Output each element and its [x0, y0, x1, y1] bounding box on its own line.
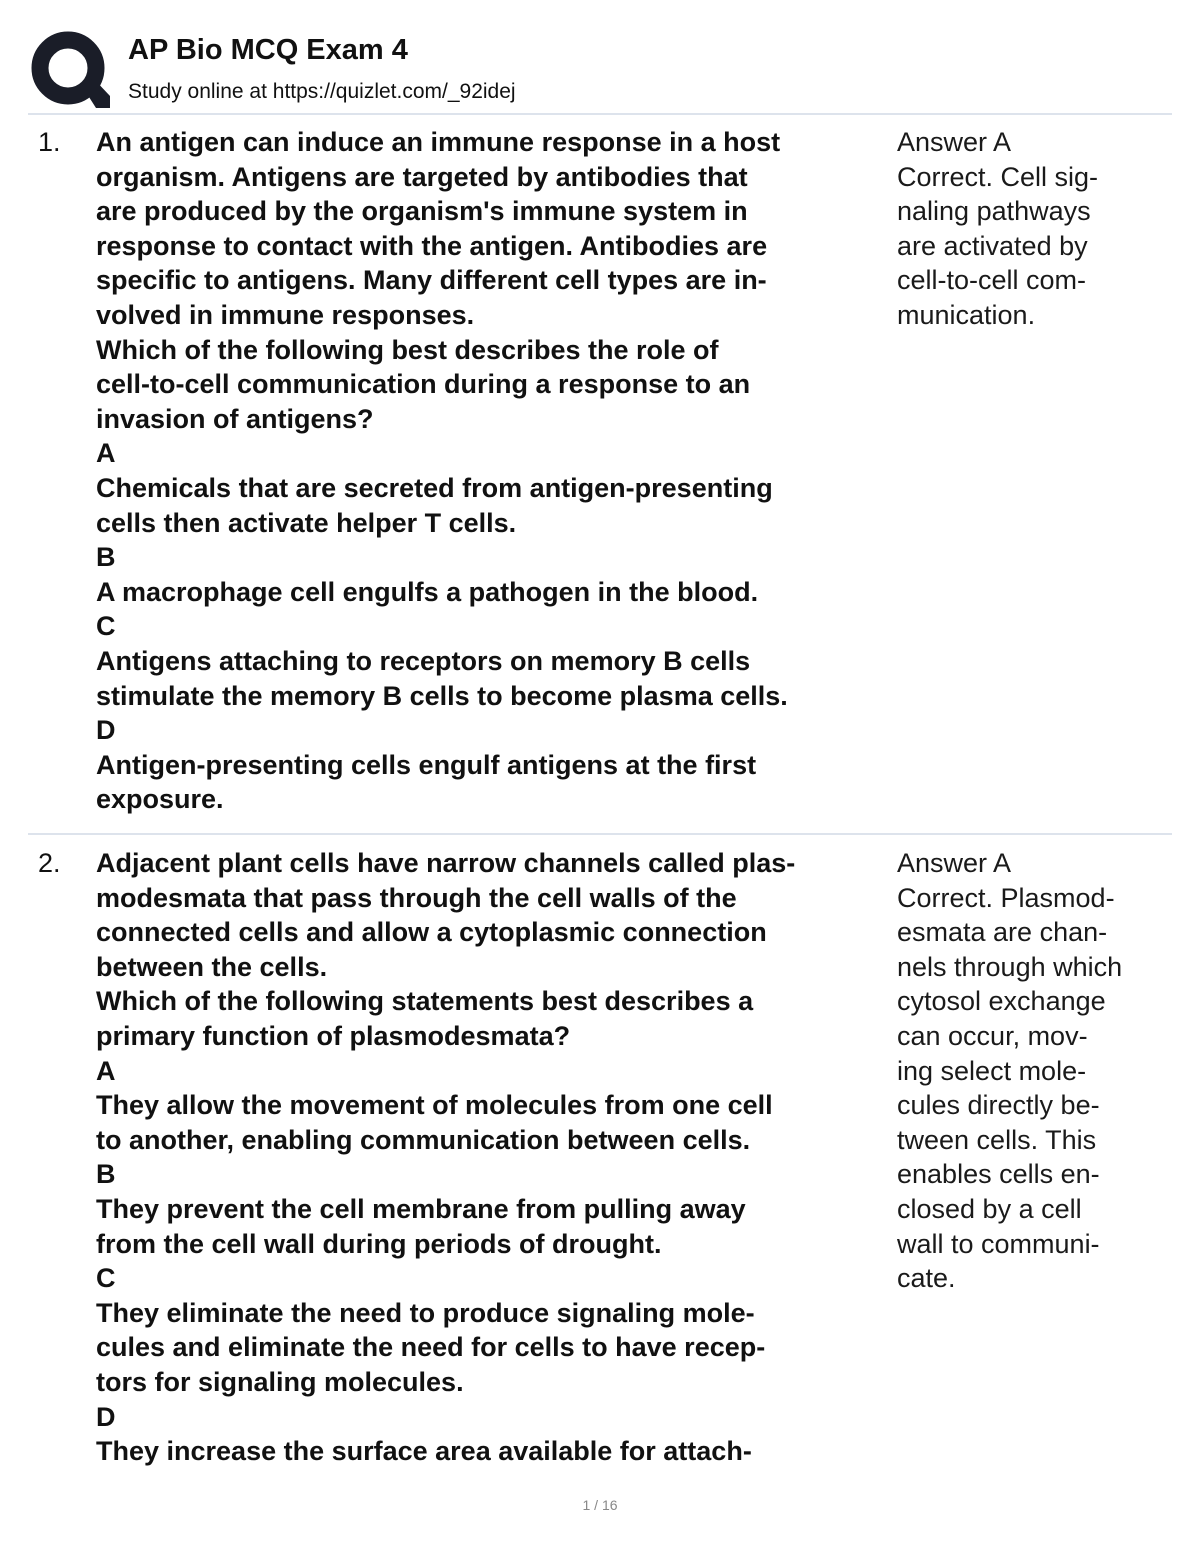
question-line: A macrophage cell engulfs a pathogen in the blood. — [96, 576, 759, 607]
document-title: AP Bio MCQ Exam 4 — [128, 34, 408, 66]
question-line: A — [96, 438, 116, 469]
question-line: from the cell wall during periods of drought. — [96, 1228, 662, 1259]
card-number: 2. — [38, 848, 61, 878]
question-line: Antigens attaching to receptors on memory B cells — [96, 645, 751, 676]
question-line: A — [96, 1055, 116, 1086]
question-line: specific to antigens. Many different cell types are in- — [96, 265, 767, 296]
question-line: They prevent the cell membrane from pulling away — [96, 1193, 746, 1224]
question-line: stimulate the memory B cells to become plasma cells. — [96, 680, 788, 711]
answer-line: tween cells. This — [897, 1124, 1097, 1155]
question-line: to another, enabling communication between cells. — [96, 1124, 751, 1155]
question-line: modesmata that pass through the cell walls of the — [96, 882, 737, 913]
question-line: Which of the following statements best describes a — [96, 986, 754, 1017]
answer-line: cytosol exchange — [897, 986, 1106, 1017]
question-line: They eliminate the need to produce signaling mole- — [96, 1297, 755, 1328]
answer-line: Answer A — [897, 127, 1012, 157]
question-line: B — [96, 542, 116, 573]
answer-line: munication. — [897, 299, 1036, 330]
page-header — [30, 30, 1172, 110]
answer-line: cate. — [897, 1263, 956, 1294]
answer-line: enables cells en- — [897, 1159, 1100, 1190]
question-line: volved in immune responses. — [96, 299, 475, 330]
page-indicator: 1 / 16 — [582, 1497, 618, 1513]
card-number: 1. — [38, 127, 61, 157]
answer-line: esmata are chan- — [897, 917, 1108, 948]
question-line: connected cells and allow a cytoplasmic connection — [96, 917, 767, 948]
question-line: invasion of antigens? — [96, 403, 374, 434]
answer-text — [897, 846, 1167, 1296]
question-line: They increase the surface area available for attach- — [96, 1436, 752, 1467]
question-line: C — [96, 1263, 116, 1294]
answer-line: wall to communi- — [897, 1228, 1100, 1259]
question-line: C — [96, 611, 116, 642]
header-divider — [28, 113, 1172, 115]
question-line: B — [96, 1159, 116, 1190]
question-line: tors for signaling molecules. — [96, 1366, 464, 1397]
question-line: primary function of plasmodesmata? — [96, 1020, 571, 1051]
question-line: Antigen-presenting cells engulf antigens at the first — [96, 749, 757, 780]
question-line: cules and eliminate the need for cells to have recep- — [96, 1332, 766, 1363]
answer-line: cell-to-cell com- — [897, 265, 1087, 296]
question-line: D — [96, 1401, 116, 1432]
quizlet-q-logo-icon — [30, 30, 110, 110]
question-line: exposure. — [96, 784, 224, 815]
question-text — [96, 846, 896, 1469]
question-line: Adjacent plant cells have narrow channels called plas- — [96, 848, 796, 878]
question-line: cell-to-cell communication during a response to an — [96, 369, 751, 400]
card-divider — [28, 833, 1172, 835]
answer-text — [897, 125, 1167, 333]
answer-line: cules directly be- — [897, 1090, 1100, 1121]
question-line: response to contact with the antigen. Antibodies are — [96, 230, 768, 261]
question-line: D — [96, 715, 116, 746]
study-online-link-text: Study online at https://quizlet.com/_92idej — [128, 80, 516, 103]
answer-line: naling pathways — [897, 196, 1091, 227]
question-text — [96, 125, 896, 817]
question-line: cells then activate helper T cells. — [96, 507, 517, 538]
answer-line: Answer A — [897, 848, 1012, 878]
answer-line: can occur, mov- — [897, 1020, 1088, 1051]
question-line: organism. Antigens are targeted by antibodies that — [96, 161, 748, 192]
answer-line: nels through which — [897, 951, 1123, 982]
answer-line: are activated by — [897, 230, 1088, 261]
question-line: Chemicals that are secreted from antigen-presenting — [96, 472, 773, 503]
answer-line: Correct. Cell sig- — [897, 161, 1099, 192]
question-line: between the cells. — [96, 951, 328, 982]
answer-line: ing select mole- — [897, 1055, 1087, 1086]
question-line: are produced by the organism's immune system in — [96, 196, 748, 227]
question-line: Which of the following best describes the role of — [96, 334, 719, 365]
question-line: An antigen can induce an immune response in a host — [96, 127, 781, 157]
answer-line: closed by a cell — [897, 1193, 1082, 1224]
answer-line: Correct. Plasmod- — [897, 882, 1115, 913]
question-line: They allow the movement of molecules from one cell — [96, 1090, 773, 1121]
